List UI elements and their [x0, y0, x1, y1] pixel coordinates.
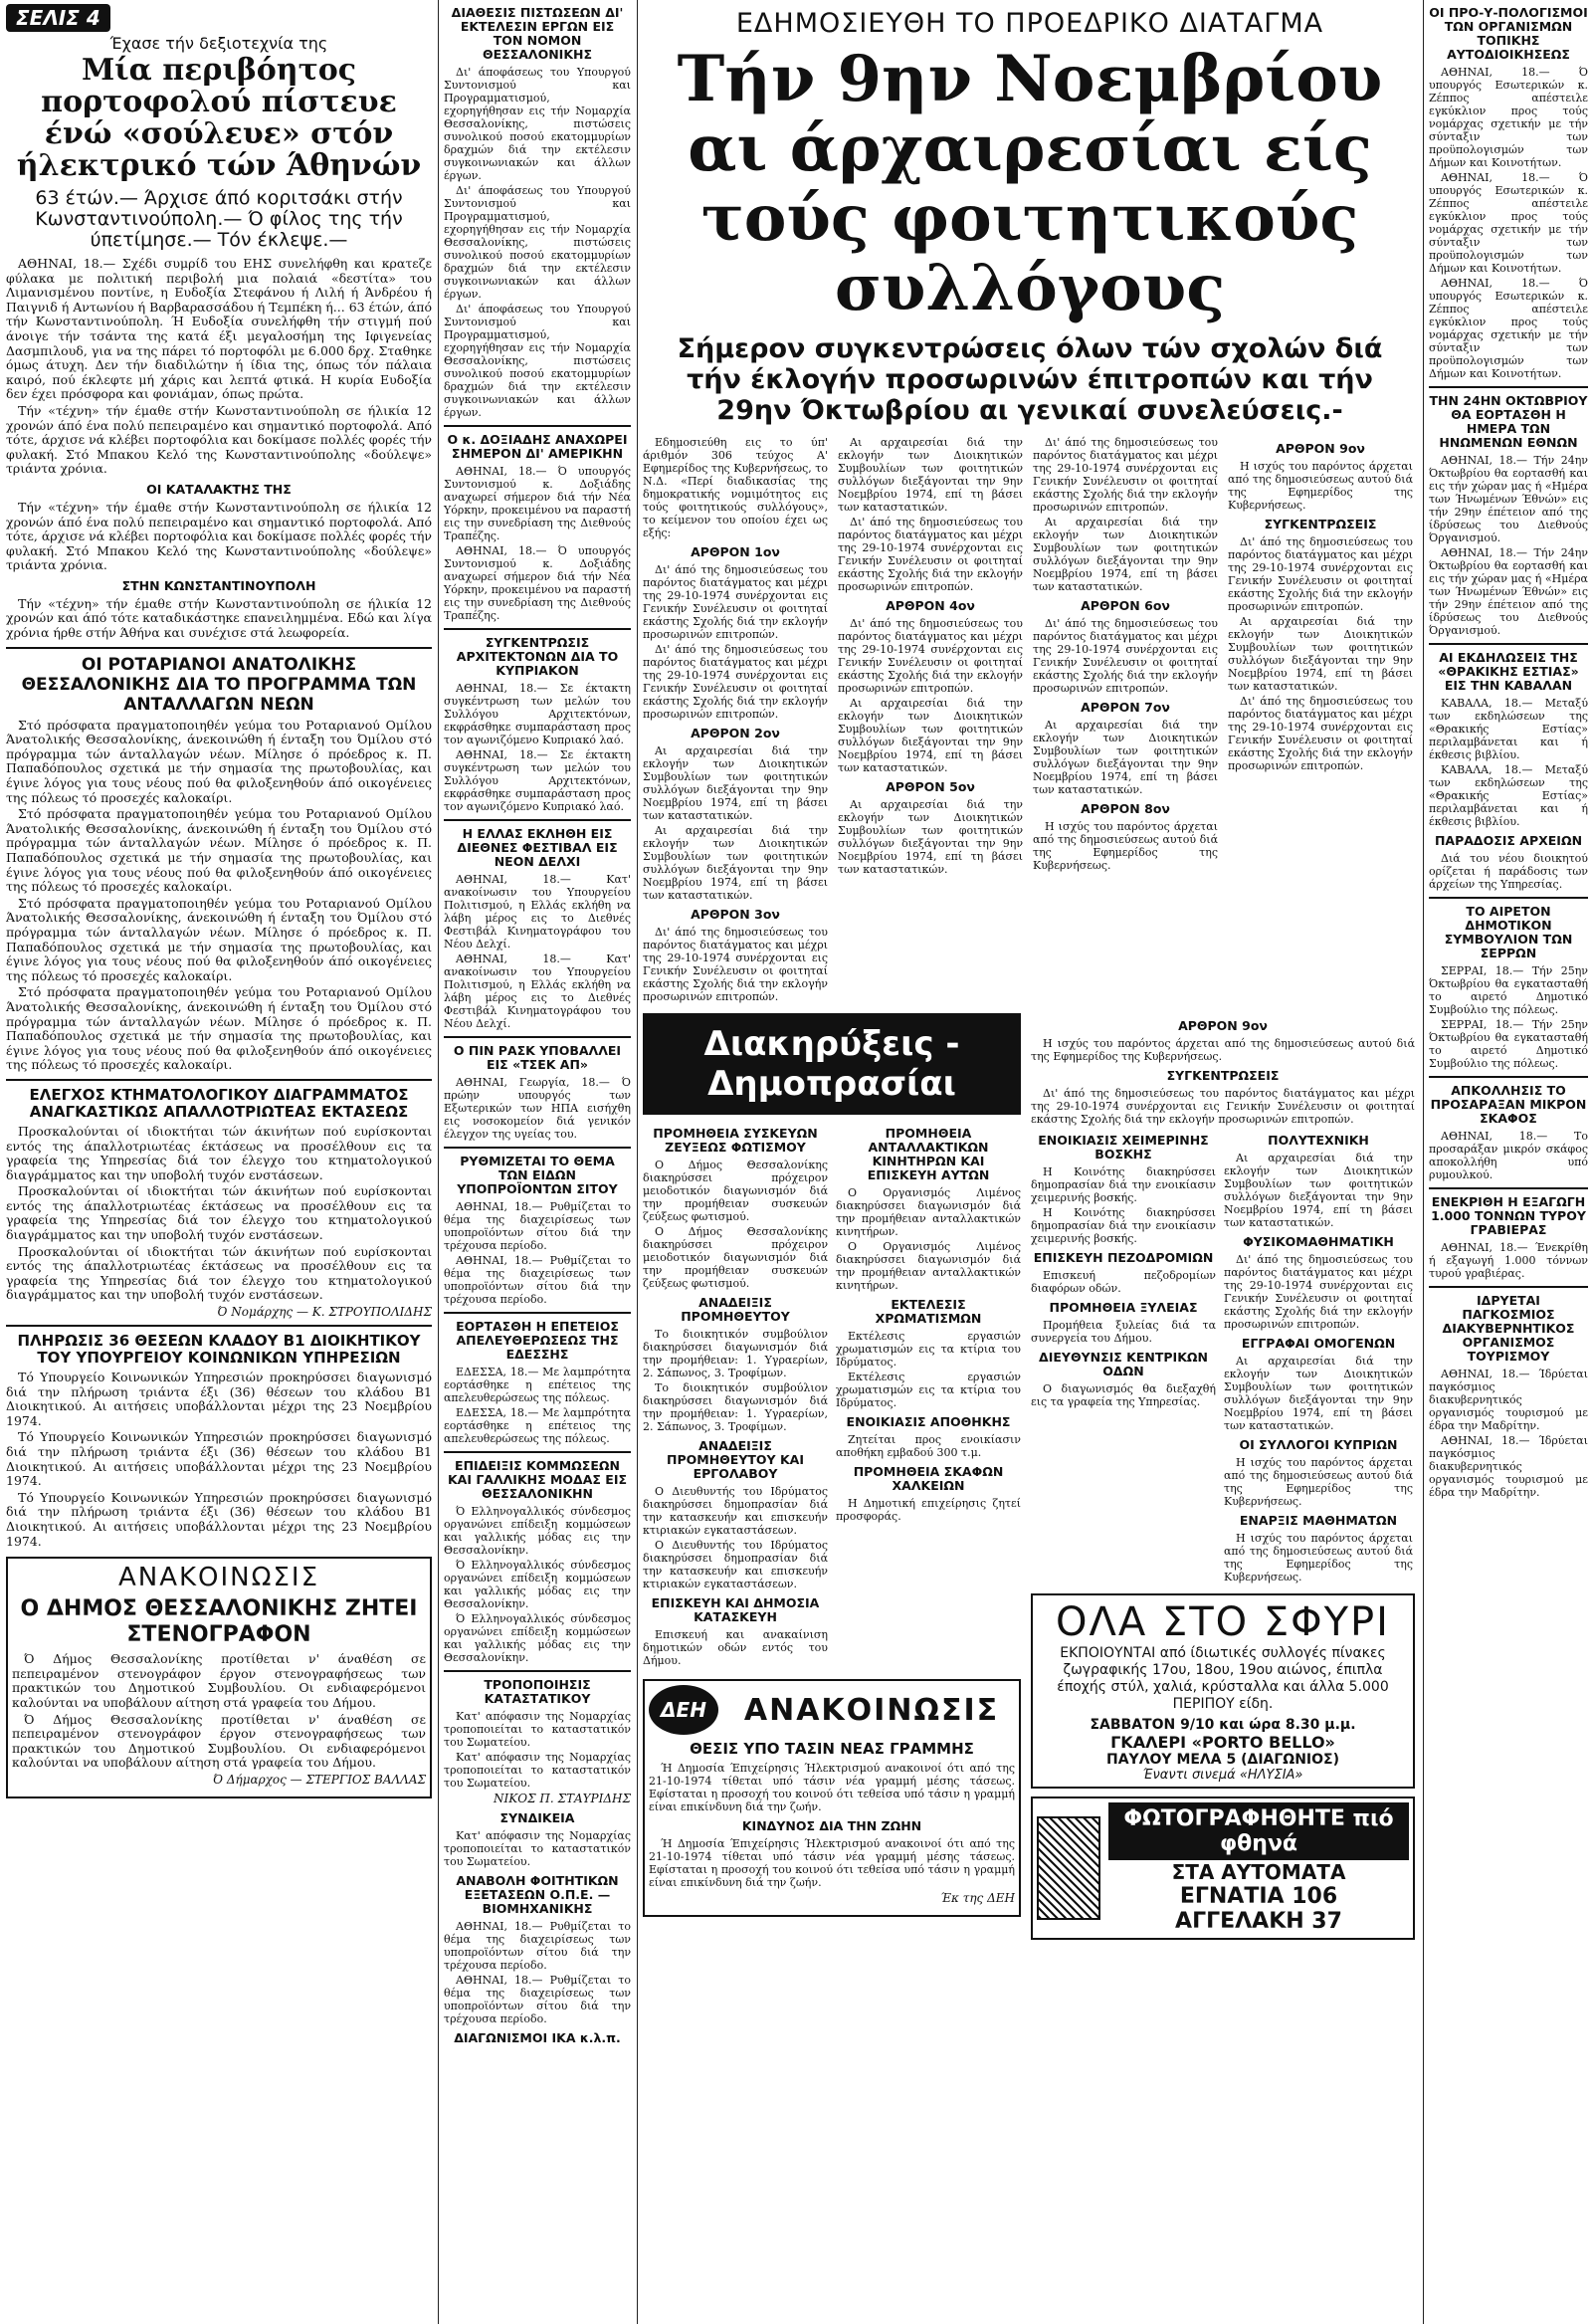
article-subheading: ΑΡΘΡΟΝ 2ον [691, 726, 780, 740]
article-headline: ΡΥΘΜΙΖΕΤΑΙ ΤΟ ΘΕΜΑ ΤΩΝ ΕΙΔΩΝ ΥΠΟΠΡΟΪΟΝΤΩΝ ΣΙΤΟΥ [457, 1154, 618, 1196]
article-headline: ΤΗΝ 24ΗΝ ΟΚΤΩΒΡΙΟΥ ΘΑ ΕΟΡΤΑΣΘΗ Η ΗΜΕΡΑ ΤΩΝ ΗΝΩΜΕΝΩΝ ΕΘΝΩΝ [1429, 393, 1588, 450]
announcement-body: Ό Δήμος Θεσσαλονίκης προτίθεται ν' άναθέση σε πεπειραμένον στενογράφον έργον στενογραφήσεως των πρακτικών του Δημοτικού Συμβουλίου. Οι ενδιαφερόμενοι καλούνται να υποβάλουν αίτηση στά γραφεία του Δήμου. [12, 1711, 426, 1771]
tender-body: Προμήθεια ξυλείας διά τα συνεργεία του Δήμου. [1031, 1319, 1216, 1345]
article-body: Δι' άπό της δημοσιεύσεως του παρόντος διατάγματος και μέχρι της 29-10-1974 συνέρχονται εις Γενικήν Συνέλευσιν οι φοιτηταί εκάστης Σχολής διά την εκλογήν προσωρινών επιτροπών. [1031, 1087, 1415, 1126]
article-kicker: Έχασε τήν δεξιοτεχνία της [109, 34, 328, 53]
tender-body: Εκτέλεσις εργασιών χρωματισμών εις τα κτίρια του Ιδρύματος. [836, 1371, 1021, 1409]
divider [444, 1670, 631, 1672]
article-subheading: ΑΡΘΡΟΝ 3ον [691, 907, 780, 922]
article-body: Αι αρχαιρεσίαι διά την εκλογήν των Διοικητικών Συμβουλίων των φοιτητικών συλλόγων διεξάγονται την 9ην Νοεμβρίου 1974, επί τη βάσει των καταστατικών. [838, 798, 1023, 876]
divider [1429, 1076, 1588, 1078]
divider [1429, 1286, 1588, 1288]
article-body: Δι' άπό της δημοσιεύσεως του παρόντος διατάγματος και μέχρι της 29-10-1974 συνέρχονται εις Γενικήν Συνέλευσιν οι φοιτηταί εκάστης Σχολής διά την εκλογήν προσωρινών επιτροπών. [1228, 535, 1413, 613]
article-body: Αι αρχαιρεσίαι διά την εκλογήν των Διοικητικών Συμβουλίων των φοιτητικών συλλόγων διεξάγονται την 9ην Νοεμβρίου 1974, επί τη βάσει των καταστατικών. [1224, 1355, 1413, 1432]
article-headline: ΟΙ ΡΟΤΑΡΙΑΝΟΙ ΑΝΑΤΟΛΙΚΗΣ ΘΕΣΣΑΛΟΝΙΚΗΣ ΔΙΑ ΤΟ ΠΡΟΓΡΑΜΜΑ ΤΩΝ ΑΝΤΑΛΛΑΓΩΝ ΝΕΩΝ [21, 654, 417, 715]
article-headline: Μία περιβόητος πορτοφολού πίστευε ένώ «σούλευε» στόν ήλεκτρικό τών Άθηνών [16, 53, 422, 183]
article-body: Αι αρχαιρεσίαι διά την εκλογήν των Διοικητικών Συμβουλίων των φοιτητικών συλλόγων διεξάγονται την 9ην Νοεμβρίου 1974, επί τη βάσει των καταστατικών. [1033, 719, 1218, 796]
announcement-body: Ό Δήμος Θεσσαλονίκης προτίθεται ν' άναθέση σε πεπειραμένον στενογράφον έργον στενογραφήσεως των πρακτικών του Δημοτικού Συμβουλίου. Οι ενδιαφερόμενοι καλούνται να υποβάλουν αίτηση στά γραφεία του Δήμου. [12, 1651, 426, 1710]
article-headline: ΕΟΡΤΑΣΘΗ Η ΕΠΕΤΕΙΟΣ ΑΠΕΛΕΥΘΕΡΩΣΕΩΣ ΤΗΣ ΕΔΕΣΣΗΣ [456, 1319, 619, 1362]
article-headline: ΑΝΑΒΟΛΗ ΦΟΙΤΗΤΙΚΩΝ ΕΞΕΤΑΣΕΩΝ Ο.Π.Ε. — ΒΙΟΜΗΧΑΝΙΚΗΣ [456, 1873, 619, 1916]
article-body: Δι' άπό της δημοσιεύσεως του παρόντος διατάγματος και μέχρι της 29-10-1974 συνέρχονται εις Γενικήν Συνέλευσιν οι φοιτηταί εκάστης Σχολής διά την εκλογήν προσωρινών επιτροπών. [1224, 1253, 1413, 1331]
article-headline: ΟΙ ΠΡΟ-Υ-ΠΟΛΟΓΙΣΜΟΙ ΤΩΝ ΟΡΓΑΝΙΣΜΩΝ ΤΟΠΙΚΗΣ ΑΥΤΟΔΙΟΙΚΗΣΕΩΣ [1429, 5, 1588, 62]
divider [6, 1325, 432, 1327]
main-col [838, 436, 1023, 1005]
article-body: Στό πρόσφατα πραγματοποιηθέν γεύμα του Ροταριανού Ομίλου Άνατολικής Θεσσαλονίκης, άνεκοινώθη ή ένταξη του Όμίλου στό πρόγραμμα τών άνταλλαγών νέων. Μίλησε ό πρόεδρος κ. Π. Παπαδόπουλος σχετικά με τήν σημασία της πρωτοβουλίας, και έγινε λόγος για τους νέους πού θα φιλοξενηθούν άπό οικογένειες της πόλεως τό προσεχές καλοκαίρι. [6, 717, 432, 805]
tenders-left-area [643, 1013, 1021, 1944]
divider [444, 1451, 631, 1453]
article-subheading: ΑΡΘΡΟΝ 9ον [1276, 441, 1365, 456]
announcement-box [6, 1557, 432, 1798]
photo-ad-line: ΣΤΑ ΑΥΤΟΜΑΤΑ [1171, 1860, 1346, 1884]
tenders-col [643, 1121, 828, 1669]
article-body: Δι' άποφάσεως του Υπουργού Συντονισμού και Προγραμματισμού, εχορηγήθησαν εις τήν Νομαρχία Θεσσαλονίκης, πιστώσεις συνολικού ποσού εκατομμυρίων δραχμών διά την εκτέλεσιν συγκοινωνιακών και άλλων έργων. [444, 66, 631, 182]
column-right [1429, 0, 1588, 1501]
article-headline: ΕΝΕΚΡΙΘΗ Η ΕΞΑΓΩΓΗ 1.000 ΤΟΝΝΩΝ ΤΥΡΟΥ ΓΡΑΒΙΕΡΑΣ [1431, 1194, 1586, 1237]
photo-ad-line: ΑΓΓΕΛΑΚΗ 37 [1175, 1909, 1342, 1934]
article-body: Αι αρχαιρεσίαι διά την εκλογήν των Διοικητικών Συμβουλίων των φοιτητικών συλλόγων διεξάγονται την 9ην Νοεμβρίου 1974, επί τη βάσει των καταστατικών. [838, 436, 1023, 514]
photo-ad-title: ΦΩΤΟΓΡΑΦΗΘΗΤΕ πιό φθηνά [1108, 1802, 1409, 1860]
auction-text: ΕΚΠΟΙΟΥΝΤΑΙ από ίδιωτικές συλλογές πίνακες ζωγραφικής 17ου, 18ου, 19ου αιώνος, έπιπλα έποχής στύλ, χαλιά, κρύσταλλα και άλλα 5.000 ΠΕΡΙΠΟΥ είδη. [1057, 1645, 1389, 1712]
article-body: Ό Ελληνογαλλικός σύνδεσμος οργανώνει επίδειξη κομμώσεων και γαλλικής μόδας εις την Θεσσαλονίκην. [444, 1505, 631, 1557]
tender-heading: ΔΙΕΥΘΥΝΣΙΣ ΚΕΝΤΡΙΚΩΝ ΟΔΩΝ [1039, 1350, 1208, 1378]
article-body: Δι' άπό της δημοσιεύσεως του παρόντος διατάγματος και μέχρι της 29-10-1974 συνέρχονται εις Γενικήν Συνέλευσιν οι φοιτηταί εκάστης Σχολής διά την εκλογήν προσωρινών επιτροπών. [1033, 617, 1218, 695]
article-body: Δι' άπό της δημοσιεύσεως του παρόντος διατάγματος και μέχρι της 29-10-1974 συνέρχονται εις Γενικήν Συνέλευσιν οι φοιτηταί εκάστης Σχολής διά την εκλογήν προσωρινών επιτροπών. [838, 516, 1023, 593]
tender-body: Το διοικητικόν συμβούλιον διακηρύσσει διαγωνισμόν διά την προμήθειαν: 1. Υγραερίων, 2. Σάπωνος, 3. Τροφίμων. [643, 1381, 828, 1433]
camera-icon [1037, 1816, 1100, 1920]
article-subheading: ΟΙ ΣΥΛΛΟΓΟΙ ΚΥΠΡΙΩΝ [1239, 1437, 1398, 1452]
tender-heading: ΕΝΟΙΚΙΑΣΙΣ ΧΕΙΜΕΡΙΝΗΣ ΒΟΣΚΗΣ [1038, 1133, 1209, 1162]
article-body: ΑΘΗΝΑΙ, 18.— Σε έκτακτη συγκέντρωση των μελών του Συλλόγου Αρχιτεκτόνων, εκφράσθηκε συμπαράσταση προς τον αγωνιζόμενο Κυπριακό λαό. [444, 682, 631, 746]
divider [1429, 643, 1588, 645]
divider [444, 1312, 631, 1314]
tender-body: Το διοικητικόν συμβούλιον διακηρύσσει διαγωνισμόν διά την προμήθειαν: 1. Υγραερίων, 2. Σάπωνος, 3. Τροφίμων. [643, 1328, 828, 1379]
article-body: ΑΘΗΝΑΙ, Γεωργία, 18.— Ό πρώην υπουργός των Εξωτερικών των ΗΠΑ εισήχθη εις νοσοκομείον διά γενικόν έλεγχον της υγείας του. [444, 1076, 631, 1141]
article-subheading: ΑΡΘΡΟΝ 6ον [1081, 598, 1170, 613]
tender-body: Η Κοινότης διακηρύσσει δημοπρασίαν διά την ενοικίασιν χειμερινής βοσκής. [1031, 1206, 1216, 1245]
article-headline: ΤΡΟΠΟΠΟΙΗΣΙΣ ΚΑΤΑΣΤΑΤΙΚΟΥ [484, 1677, 591, 1706]
article-headline: ΠΛΗΡΩΣΙΣ 36 ΘΕΣΕΩΝ ΚΛΑΔΟΥ Β1 ΔΙΟΙΚΗΤΙΚΟΥ ΤΟΥ ΥΠΟΥΡΓΕΙΟΥ ΚΟΙΝΩΝΙΚΩΝ ΥΠΗΡΕΣΙΩΝ [17, 1332, 421, 1368]
tender-body: Η Δημοτική επιχείρησις ζητεί προσφοράς. [836, 1497, 1021, 1523]
photo-ad-line: ΕΓΝΑΤΙΑ 106 [1179, 1884, 1338, 1909]
article-headline: ΔΙΑΓΩΝΙΣΜΟΙ ΙΚΑ κ.λ.π. [454, 2030, 621, 2045]
main-col [643, 436, 828, 1005]
article-body: ΑΘΗΝΑΙ, 18.— Τήν 24ην Όκτωβρίου θα εορτασθή και εις τήν χώραν μας ή «Ημέρα των Ήνωμένων Έθνών» εις τήν 29ην έπέτειον από της ίδρύσεως του Διεθνούς Όργανισμού. [1429, 546, 1588, 637]
article-body: Τήν «τέχνη» τήν έμαθε στήν Κωνσταντινούπολη σε ήλικία 12 χρονών άπό ένα πολύ πεπειραμένο και σημαντικό πορτοφολά. Από τότε, άρχισε νά κλέβει πορτοφόλια και δοκίμασε πολλές φορές τήν φυλακή. Στό Μπακου Κελό της Κωνσταντινούπολης «δούλεψε» τριάντα χρόνια. [6, 402, 432, 477]
tender-body: Ο διαγωνισμός θα διεξαχθή εις τα γραφεία της Υπηρεσίας. [1031, 1382, 1216, 1408]
deh-title: ΑΝΑΚΟΙΝΩΣΙΣ [743, 1692, 1000, 1728]
article-body: Αι αρχαιρεσίαι διά την εκλογήν των Διοικητικών Συμβουλίων των φοιτητικών συλλόγων διεξάγονται την 9ην Νοεμβρίου 1974, επί τη βάσει των καταστατικών. [643, 824, 828, 902]
article-body: Τό Υπουργείο Κοινωνικών Υπηρεσιών προκηρύσσει διαγωνισμό διά την πλήρωση τριάντα έξι (36) θέσεων του κλάδου Β1 Διοικητικού. Αι αιτήσεις υποβάλλονται μέχρι της 23 Νοεμβρίου 1974. [6, 1370, 432, 1428]
main-col [1228, 436, 1413, 1005]
article-body: Η ισχύς του παρόντος άρχεται από της δημοσιεύσεως αυτού διά της Εφημερίδος της Κυβερνήσεως. [1224, 1532, 1413, 1584]
article-body: Η ισχύς του παρόντος άρχεται από της δημοσιεύσεως αυτού διά της Εφημερίδος της Κυβερνήσεως. [1033, 820, 1218, 872]
main-kicker: ΕΔΗΜΟΣΙΕΥΘΗ ΤΟ ΠΡΟΕΔΡΙΚΟ ΔΙΑΤΑΓΜΑ [735, 8, 1324, 39]
tender-heading: ΕΠΙΣΚΕΥΗ ΚΑΙ ΔΗΜΟΣΙΑ ΚΑΤΑΣΚΕΥΗ [651, 1595, 820, 1624]
column-rule [438, 0, 439, 2324]
article-subheading: ΑΡΘΡΟΝ 1ον [691, 544, 780, 559]
article-body: Αι αρχαιρεσίαι διά την εκλογήν των Διοικητικών Συμβουλίων των φοιτητικών συλλόγων διεξάγονται την 9ην Νοεμβρίου 1974, επί τη βάσει των καταστατικών. [1224, 1152, 1413, 1229]
article-body: Κατ' απόφασιν της Νομαρχίας τροποποιείται το καταστατικόν του Σωματείου. [444, 1829, 631, 1868]
article-body: ΑΘΗΝΑΙ, 18.— Σε έκτακτη συγκέντρωση των μελών του Συλλόγου Αρχιτεκτόνων, εκφράσθηκε συμπαράσταση προς τον αγωνιζόμενο Κυπριακό λαό. [444, 748, 631, 813]
deh-logo: ΔΕΗ [649, 1685, 718, 1735]
article-body: ΣΕΡΡΑΙ, 18.— Τήν 25ην Όκτωβρίου θα εγκατασταθή το αιρετό Δημοτικό Συμβούλιο της πόλεως. [1429, 1018, 1588, 1070]
article-body: Στό πρόσφατα πραγματοποιηθέν γεύμα του Ροταριανού Ομίλου Άνατολικής Θεσσαλονίκης, άνεκοινώθη ή ένταξη του Όμίλου στό πρόγραμμα τών άνταλλαγών νέων. Μίλησε ό πρόεδρος κ. Π. Παπαδόπουλος σχετικά με τήν σημασία της πρωτοβουλίας, και έγινε λόγος για τους νέους πού θα φιλοξενηθούν άπό οικογένειες της πόλεως τό προσεχές καλοκαίρι. [6, 895, 432, 983]
main-subhead: Σήμερον συγκεντρώσεις όλων τών σχολών διά τήν έκλογήν προσωρινών έπιτροπών και τήν 29ην Όκτωβρίου αι γενικαί συνελεύσεις.- [677, 333, 1383, 426]
photo-ad [1031, 1796, 1415, 1940]
tender-heading: ΠΡΟΜΗΘΕΙΑ ΑΝΤΑΛΛΑΚΤΙΚΩΝ ΚΙΝΗΤΗΡΩΝ ΚΑΙ ΕΠΙΣΚΕΥΗ ΑΥΤΩΝ [867, 1126, 990, 1182]
article-headline: ΠΑΡΑΔΟΣΙΣ ΑΡΧΕΙΩΝ [1434, 833, 1583, 848]
divider [1429, 897, 1588, 899]
article-body: Αι αρχαιρεσίαι διά την εκλογήν των Διοικητικών Συμβουλίων των φοιτητικών συλλόγων διεξάγονται την 9ην Νοεμβρίου 1974, επί τη βάσει των καταστατικών. [1228, 615, 1413, 693]
article-body: ΑΘΗΝΑΙ, 18.— Ρυθμίζεται το θέμα της διαχειρίσεως των υποπροϊόντων σίτου διά την τρέχουσα περίοδο. [444, 1254, 631, 1306]
tender-heading: ΑΝΑΔΕΙΞΙΣ ΠΡΟΜΗΘΕΥΤΟΥ ΚΑΙ ΕΡΓΟΛΑΒΟΥ [667, 1438, 804, 1481]
tender-body: Ο Οργανισμός Λιμένος διακηρύσσει διαγωνισμόν διά την προμήθειαν ανταλλακτικών κινητήρων. [836, 1240, 1021, 1292]
article-body: Κατ' απόφασιν της Νομαρχίας τροποποιείται το καταστατικόν του Σωματείου. [444, 1751, 631, 1790]
article-body: Ό Ελληνογαλλικός σύνδεσμος οργανώνει επίδειξη κομμώσεων και γαλλικής μόδας εις την Θεσσαλονίκην. [444, 1559, 631, 1610]
divider [444, 425, 631, 427]
article-body: ΑΘΗΝΑΙ, 18.— Ίδρύεται παγκόσμιος διακυβερνητικός οργανισμός τουρισμού με έδρα την Μαδρίτην. [1429, 1368, 1588, 1432]
article-body: Δι' άπό της δημοσιεύσεως του παρόντος διατάγματος και μέχρι της 29-10-1974 συνέρχονται εις Γενικήν Συνέλευσιν οι φοιτηταί εκάστης Σχολής διά την εκλογήν προσωρινών επιτροπών. [838, 617, 1023, 695]
tender-heading: ΕΝΟΙΚΙΑΣΙΣ ΑΠΟΘΗΚΗΣ [846, 1414, 1011, 1429]
article-body: ΚΑΒΑΛΑ, 18.— Μεταξύ των εκδηλώσεων της «Θρακικής Εστίας» περιλαμβάνεται και ή έκθεσις βιβλίου. [1429, 763, 1588, 828]
article-headline: ΑΠΚΟΛΛΗΣΙΣ ΤΟ ΠΡΟΣΑΡΑΞΑΝ ΜΙΚΡΟΝ ΣΚΑΦΟΣ [1430, 1083, 1587, 1126]
tender-heading: ΕΚΤΕΛΕΣΙΣ ΧΡΩΜΑΤΙΣΜΩΝ [875, 1297, 982, 1326]
tender-body: Ο Διευθυντής του Ιδρύματος διακηρύσσει δημοπρασίαν διά την κατασκευήν και επισκευήν κτιριακών εγκαταστάσεων. [643, 1539, 828, 1590]
divider [1429, 1187, 1588, 1189]
article-headline: ΙΔΡΥΕΤΑΙ ΠΑΓΚΟΣΜΙΟΣ ΔΙΑΚΥΒΕΡΝΗΤΙΚΟΣ ΟΡΓΑΝΙΣΜΟΣ ΤΟΥΡΙΣΜΟΥ [1442, 1293, 1575, 1364]
tenders-col [1224, 1128, 1413, 1585]
article-body: Η ισχύς του παρόντος άρχεται από της δημοσιεύσεως αυτού διά της Εφημερίδος της Κυβερνήσεως. [1228, 460, 1413, 512]
main-columns [643, 436, 1417, 1005]
article-body: ΕΔΕΣΣΑ, 18.— Με λαμπρότητα εορτάσθηκε η επέτειος της απελευθερώσεως της πόλεως. [444, 1406, 631, 1445]
divider [444, 628, 631, 630]
article-headline: Ο ΠΙΝ ΡΑΣΚ ΥΠΟΒΑΛΛΕΙ ΕΙΣ «ΤΣΕΚ ΑΠ» [453, 1043, 622, 1072]
article-headline: ΕΛΕΓΧΟΣ ΚΤΗΜΑΤΟΛΟΓΙΚΟΥ ΔΙΑΓΡΑΜΜΑΤΟΣ ΑΝΑΓΚΑΣΤΙΚΩΣ ΑΠΑΛΛΟΤΡΙΩΤΕΑΣ ΕΚΤΑΣΕΩΣ [29, 1085, 409, 1121]
article-body: Αι αρχαιρεσίαι διά την εκλογήν των Διοικητικών Συμβουλίων των φοιτητικών συλλόγων διεξάγονται την 9ην Νοεμβρίου 1974, επί τη βάσει των καταστατικών. [1033, 516, 1218, 593]
divider [6, 1079, 432, 1081]
article-body: ΑΘΗΝΑΙ, 18.— Ό υπουργός Εσωτερικών κ. Ζέππος απέστειλε εγκύκλιον προς τούς νομάρχας σχετικήν με τήν σύνταξιν των προϋπολογισμών των Δήμων και Κοινοτήτων. [1429, 277, 1588, 380]
tenders-right-area [1031, 1013, 1415, 1944]
article-subheading: ΦΥΣΙΚΟΜΑΘΗΜΑΤΙΚΗ [1243, 1234, 1394, 1249]
article-body: ΚΑΒΑΛΑ, 18.— Μεταξύ των εκδηλώσεων της «Θρακικής Εστίας» περιλαμβάνεται και ή έκθεσις βιβλίου. [1429, 697, 1588, 761]
article-subheading: ΣΥΓΚΕΝΤΡΩΣΕΙΣ [1166, 1068, 1280, 1083]
article-body: ΑΘΗΝΑΙ, 18.— Ό υπουργός Συντονισμού κ. Δοξιάδης αναχωρεί σήμερον διά τήν Νέα Υόρκην, προκειμένου να παραστή εις την συνεδρίαση της Διεθνούς Τραπέζης. [444, 465, 631, 542]
signature: Ό Νομάρχης — Κ. ΣΤΡΟΥΠΟΛΙΔΗΣ [217, 1305, 432, 1320]
column-rule [1423, 0, 1424, 2324]
section-tag: ΣΕΛΙΣ 4 [6, 4, 110, 32]
signature: Ό Δήμαρχος — ΣΤΕΡΓΙΟΣ ΒΑΛΛΑΣ [213, 1772, 426, 1787]
article-body: Δι' άπό της δημοσιεύσεως του παρόντος διατάγματος και μέχρι της 29-10-1974 συνέρχονται εις Γενικήν Συνέλευσιν οι φοιτηταί εκάστης Σχολής διά την εκλογήν προσωρινών επιτροπών. [643, 563, 828, 641]
divider [444, 1147, 631, 1149]
tender-body: Ο Οργανισμός Λιμένος διακηρύσσει διαγωνισμόν διά την προμήθειαν ανταλλακτικών κινητήρων. [836, 1186, 1021, 1238]
article-body: Δι' άπό της δημοσιεύσεως του παρόντος διατάγματος και μέχρι της 29-10-1974 συνέρχονται εις Γενικήν Συνέλευσιν οι φοιτηταί εκάστης Σχολής διά την εκλογήν προσωρινών επιτροπών. [643, 926, 828, 1003]
tender-heading: ΑΝΑΔΕΙΞΙΣ ΠΡΟΜΗΘΕΥΤΟΥ [681, 1295, 790, 1324]
column-left [6, 0, 432, 1802]
divider [6, 647, 432, 649]
article-body: Στό πρόσφατα πραγματοποιηθέν γεύμα του Ροταριανού Ομίλου Άνατολικής Θεσσαλονίκης, άνεκοινώθη ή ένταξη του Όμίλου στό πρόγραμμα τών άνταλλαγών νέων. Μίλησε ό πρόεδρος κ. Π. Παπαδόπουλος σχετικά με τήν σημασία της πρωτοβουλίας, και έγινε λόγος για τους νέους πού θα φιλοξενηθούν άπό οικογένειες της πόλεως τό προσεχές καλοκαίρι. [6, 984, 432, 1073]
deh-headline: ΘΕΣΙΣ ΥΠΟ ΤΑΣΙΝ ΝΕΑΣ ΓΡΑΜΜΗΣ [690, 1740, 974, 1758]
signature: Έκ της ΔΕΗ [940, 1891, 1015, 1905]
article-body: Ό Ελληνογαλλικός σύνδεσμος οργανώνει επίδειξη κομμώσεων και γαλλικής μόδας εις την Θεσσαλονίκην. [444, 1612, 631, 1664]
main-col [1033, 436, 1218, 1005]
article-body: ΑΘΗΝΑΙ, 18.— Ίδρύεται παγκόσμιος διακυβερνητικός οργανισμός τουρισμού με έδρα την Μαδρίτην. [1429, 1434, 1588, 1499]
tenders-col [836, 1121, 1021, 1669]
tenders-banner: Διακηρύξεις - Δημοπρασίαι [643, 1013, 1021, 1115]
article-body: Προσκαλούνται οί ιδιοκτήται τών άκινήτων πού ευρίσκονται εντός της άπαλλοτριωτέας έκτάσεως να προσέλθουν εις τα γραφεία της Υπηρεσίας διά τον έλεγχο του κτηματολογικού διαγράμματος και την υποβολή τυχόν ενστάσεων. [6, 1243, 432, 1303]
tender-heading: ΠΡΟΜΗΘΕΙΑ ΣΥΣΚΕΥΩΝ ΖΕΥΞΕΩΣ ΦΩΤΙΣΜΟΥ [653, 1126, 818, 1155]
article-subheading: ΑΡΘΡΟΝ 8ον [1081, 801, 1170, 816]
divider [444, 1036, 631, 1038]
auction-address: ΠΑΥΛΟΥ ΜΕΛΑ 5 (ΔΙΑΓΩΝΙΟΣ) [1106, 1752, 1339, 1768]
article-body: ΑΘΗΝΑΙ, 18.— Κατ' ανακοίνωσιν του Υπουργείου Πολιτισμού, η Ελλάς εκλήθη να λάβη μέρος εις το Διεθνές Φεστιβάλ Κινηματογράφου του Νέου Δελχί. [444, 873, 631, 951]
announcement-title: ΑΝΑΚΟΙΝΩΣΙΣ [117, 1563, 320, 1593]
article-body: Κατ' απόφασιν της Νομαρχίας τροποποιείται το καταστατικόν του Σωματείου. [444, 1710, 631, 1749]
article-body: Προσκαλούνται οί ιδιοκτήται τών άκινήτων πού ευρίσκονται εντός της άπαλλοτριωτέας έκτάσεως να προσέλθουν εις τα γραφεία της Υπηρεσίας διά τον έλεγχο του κτηματολογικού διαγράμματος και την υποβολή τυχόν ενστάσεων. [6, 1123, 432, 1182]
article-subheading: ΑΡΘΡΟΝ 4ον [886, 598, 975, 613]
article-subheading: ΑΡΘΡΟΝ 9ον [1178, 1018, 1268, 1033]
article-headline: ΤΟ ΑΙΡΕΤΟΝ ΔΗΜΟΤΙΚΟΝ ΣΥΜΒΟΥΛΙΟΝ ΤΩΝ ΣΕΡΡΩΝ [1444, 904, 1573, 960]
deh-body: Ή Δημοσία Έπιχείρησις Ήλεκτρισμού ανακοινοί ότι από της 21-10-1974 τίθεται υπό τάσιν νέα γραμμή μέσης τάσεως. Εφίσταται η προσοχή του κοινού ότι τεθείσα υπό τάσιν η γραμμή είναι επικίνδυνη διά την ζωήν. [649, 1837, 1015, 1889]
article-body: Η ισχύς του παρόντος άρχεται από της δημοσιεύσεως αυτού διά της Εφημερίδος της Κυβερνήσεως. [1031, 1037, 1415, 1063]
article-body: Δι' άπό της δημοσιεύσεως του παρόντος διατάγματος και μέχρι της 29-10-1974 συνέρχονται εις Γενικήν Συνέλευσιν οι φοιτηταί εκάστης Σχολής διά την εκλογήν προσωρινών επιτροπών. [1228, 695, 1413, 772]
auction-date: ΣΑΒΒΑΤΟΝ 9/10 και ώρα 8.30 μ.μ. [1090, 1717, 1356, 1733]
article-body: ΕΔΕΣΣΑ, 18.— Με λαμπρότητα εορτάσθηκε η επέτειος της απελευθερώσεως της πόλεως. [444, 1366, 631, 1404]
article-body: ΑΘΗΝΑΙ, 18.— Το προσαράξαν μικρόν σκάφος αποκολλήθη υπό ρυμουλκού. [1429, 1130, 1588, 1181]
tender-body: Επισκευή πεζοδρομίων διαφόρων οδών. [1031, 1269, 1216, 1295]
article-body: ΑΘΗΝΑΙ, 18.— Σχέδι συμρίδ του ΕΗΣ συνελήφθη και κρατεζε φύλακα με πολιτική περιβολή μια πολαιά «δεστίτα» του Λιμανισμένου ποντίνε, η Ευδοξία Στεφάνου ή Λιλή ή Άνδρέου ή Παιγνιδ ή Αντωνίου ή Βαρβαρασσάδου ή Τεμπέκη ή... 63 έτών, άπό τήν Κωνσταντινούπολη. Ή Ευδοξία συνελήφθη τήν στιγμή πού άνοιγε τήν τσάντα της κατά έξι μεγαλοσήμη της Ιφιγενείας Δασμπιλουδ, για να της πάρει τό πορτοφόλι με 6.000 δρχ. Σταθηκε όμως άτυχη. Δεν τήν διαδιλώτην ή ίδια της, όπως τόν πάλαια καιρό, πού έκλεφτε μή χάρις και λεπτά φτικά. Η κυρία Ευδοξία δεν έχει πρόσφορα και φονιάμαν, όπως πρώτα. [6, 256, 432, 402]
article-subheading: ΑΡΘΡΟΝ 5ον [886, 779, 975, 794]
divider [444, 819, 631, 821]
article-subhead: 63 έτών.— Άρχισε άπό κοριτσάκι στήν Κωνσταντινούπολη.— Ό φίλος της τήν ύπετίμησε.— Τόν έκλεψε.— [35, 187, 403, 251]
tender-body: Ζητείται προς ενοικίασιν αποθήκη εμβαδού 300 τ.μ. [836, 1433, 1021, 1459]
article-body: ΣΕΡΡΑΙ, 18.— Τήν 25ην Όκτωβρίου θα εγκατασταθή το αιρετό Δημοτικό Συμβούλιο της πόλεως. [1429, 964, 1588, 1016]
deh-announcement-box [643, 1679, 1021, 1917]
article-body: ΑΘΗΝΑΙ, 18.— Ρυθμίζεται το θέμα της διαχειρίσεως των υποπροϊόντων σίτου διά την τρέχουσα περίοδο. [444, 1974, 631, 2025]
article-headline: ΔΙΑΘΕΣΙΣ ΠΙΣΤΩΣΕΩΝ ΔΙ' ΕΚΤΕΛΕΣΙΝ ΕΡΓΩΝ ΕΙΣ ΤΟΝ ΝΟΜΟΝ ΘΕΣΣΑΛΟΝΙΚΗΣ [451, 5, 624, 62]
article-body: ΑΘΗΝΑΙ, 18.— Τήν 24ην Όκτωβρίου θα εορτασθή και εις τήν χώραν μας ή «Ημέρα των Ήνωμένων Έθνών» εις τήν 29ην έπέτειον από της ίδρύσεως του Διεθνούς Όργανισμού. [1429, 454, 1588, 544]
tender-body: Ο Δήμος Θεσσαλονίκης διακηρύσσει πρόχειρον μειοδοτικόν διαγωνισμόν διά την προμήθειαν συσκευών ζεύξεως φωτισμού. [643, 1159, 828, 1223]
article-subheading: ΣΤΗΝ ΚΩΝΣΤΑΝΤΙΝΟΥΠΟΛΗ [121, 577, 316, 593]
article-body: Αι αρχαιρεσίαι διά την εκλογήν των Διοικητικών Συμβουλίων των φοιτητικών συλλόγων διεξάγονται την 9ην Νοεμβρίου 1974, επί τη βάσει των καταστατικών. [643, 744, 828, 822]
article-body: ΑΘΗΝΑΙ, 18.— Ό υπουργός Εσωτερικών κ. Ζέππος απέστειλε εγκύκλιον προς τούς νομάρχας σχετικήν με τήν σύνταξιν των προϋπολογισμών των Δήμων και Κοινοτήτων. [1429, 66, 1588, 169]
tender-body: Εκτέλεσις εργασιών χρωματισμών εις τα κτίρια του Ιδρύματος. [836, 1330, 1021, 1369]
article-subheading: ΕΝΑΡΞΙΣ ΜΑΘΗΜΑΤΩΝ [1239, 1513, 1398, 1528]
column-second [444, 0, 631, 2049]
auction-gallery: ΓΚΑΛΕΡΙ «PORTO BELLO» [1110, 1733, 1335, 1752]
main-story [643, 0, 1417, 1944]
tender-body: Ο Δήμος Θεσσαλονίκης διακηρύσσει πρόχειρον μειοδοτικόν διαγωνισμόν διά την προμήθειαν συσκευών ζεύξεως φωτισμού. [643, 1225, 828, 1290]
article-body: Δι' άπό της δημοσιεύσεως του παρόντος διατάγματος και μέχρι της 29-10-1974 συνέρχονται εις Γενικήν Συνέλευσιν οι φοιτηταί εκάστης Σχολής διά την εκλογήν προσωρινών επιτροπών. [643, 643, 828, 721]
article-headline: ΣΥΝΔΙΚΕΙΑ [499, 1810, 575, 1825]
article-headline: Ο κ. ΔΟΞΙΑΔΗΣ ΑΝΑΧΩΡΕΙ ΣΗΜΕΡΟΝ ΔΙ' ΑΜΕΡΙΚΗΝ [447, 432, 628, 461]
article-body: ΑΘΗΝΑΙ, 18.— Ένεκρίθη ή εξαγωγή 1.000 τόννων τυρού γραβιέρας. [1429, 1241, 1588, 1280]
tender-heading: ΕΠΙΣΚΕΥΗ ΠΕΖΟΔΡΟΜΙΩΝ [1033, 1250, 1214, 1265]
column-rule [637, 0, 638, 2324]
article-body: Τήν «τέχνη» τήν έμαθε στήν Κωνσταντινούπολη σε ήλικία 12 χρονών και άπό τότε καταδικάστηκε επανειλημμένα. Εδώ και λίγα χρόνια ήρθε στήν Άθήνα και συνέχισε στά λεωφορεία. [6, 595, 432, 641]
article-body: Η ισχύς του παρόντος άρχεται από της δημοσιεύσεως αυτού διά της Εφημερίδος της Κυβερνήσεως. [1224, 1456, 1413, 1508]
article-body: Προσκαλούνται οί ιδιοκτήται τών άκινήτων πού ευρίσκονται εντός της άπαλλοτριωτέας έκτάσεως να προσέλθουν εις τα γραφεία της Υπηρεσίας διά τον έλεγχο του κτηματολογικού διαγράμματος και την υποβολή τυχόν ενστάσεων. [6, 1183, 432, 1243]
article-body: Τό Υπουργείο Κοινωνικών Υπηρεσιών προκηρύσσει διαγωνισμό διά την πλήρωση τριάντα έξι (36) θέσεων του κλάδου Β1 Διοικητικού. Αι αιτήσεις υποβάλλονται μέχρι της 23 Νοεμβρίου 1974. [6, 1429, 432, 1489]
article-body: Δι' άποφάσεως του Υπουργού Συντονισμού και Προγραμματισμού, εχορηγήθησαν εις τήν Νομαρχία Θεσσαλονίκης, πιστώσεις συνολικού ποσού εκατομμυρίων δραχμών διά την εκτέλεσιν συγκοινωνιακών και άλλων έργων. [444, 184, 631, 301]
article-body: ΑΘΗΝΑΙ, 18.— Ρυθμίζεται το θέμα της διαχειρίσεως των υποπροϊόντων σίτου διά την τρέχουσα περίοδο. [444, 1920, 631, 1972]
article-body: Τήν «τέχνη» τήν έμαθε στήν Κωνσταντινούπολη σε ήλικία 12 χρονών άπό ένα πολύ πεπειραμένο και σημαντικό πορτοφολά. Από τότε, άρχισε νά κλέβει πορτοφόλια και δοκίμασε πολλές φορές τήν φυλακή. Στό Μπακου Κελό της Κωνσταντινούπολης «δούλεψε» τριάντα χρόνια. [6, 499, 432, 573]
article-body: ΑΘΗΝΑΙ, 18.— Κατ' ανακοίνωσιν του Υπουργείου Πολιτισμού, η Ελλάς εκλήθη να λάβη μέρος εις το Διεθνές Φεστιβάλ Κινηματογράφου του Νέου Δελχί. [444, 952, 631, 1030]
article-subheading: ΟΙ ΚΑΤΑΛΑΚΤΗΣ ΤΗΣ [146, 481, 292, 497]
article-body: Τό Υπουργείο Κοινωνικών Υπηρεσιών προκηρύσσει διαγωνισμό διά την πλήρωση τριάντα έξι (36) θέσεων του κλάδου Β1 Διοικητικού. Αι αιτήσεις υποβάλλονται μέχρι της 23 Νοεμβρίου 1974. [6, 1489, 432, 1549]
tender-heading: ΠΡΟΜΗΘΕΙΑ ΞΥΛΕΙΑΣ [1049, 1300, 1198, 1315]
auction-landmark: Έναντι σινεμά «ΗΛΥΣΙΑ» [1142, 1768, 1303, 1783]
article-headline: ΕΠΙΔΕΙΞΙΣ ΚΟΜΜΩΣΕΩΝ ΚΑΙ ΓΑΛΛΙΚΗΣ ΜΟΔΑΣ ΕΙΣ ΘΕΣΣΑΛΟΝΙΚΗΝ [447, 1458, 628, 1501]
article-body: ΑΘΗΝΑΙ, 18.— Ρυθμίζεται το θέμα της διαχειρίσεως των υποπροϊόντων σίτου διά την τρέχουσα περίοδο. [444, 1200, 631, 1252]
auction-ad [1031, 1593, 1415, 1789]
deh-body: Ή Δημοσία Έπιχείρησις Ήλεκτρισμού ανακοινοί ότι από της 21-10-1974 τίθεται υπό τάσιν νέα γραμμή μέσης τάσεως. Εφίσταται η προσοχή του κοινού ότι τεθείσα υπό τάσιν η γραμμή είναι επικίνδυνη διά την ζωήν. [649, 1762, 1015, 1813]
article-subheading: ΠΟΛΥΤΕΧΝΙΚΗ [1268, 1133, 1369, 1148]
divider [1429, 386, 1588, 388]
article-subheading: ΕΓΓΡΑΦΑΙ ΟΜΟΓΕΝΩΝ [1241, 1336, 1396, 1351]
signature: ΝΙΚΟΣ Π. ΣΤΑΥΡΙΔΗΣ [494, 1792, 631, 1805]
article-body: Δι' άπό της δημοσιεύσεως του παρόντος διατάγματος και μέχρι της 29-10-1974 συνέρχονται εις Γενικήν Συνέλευσιν οι φοιτηταί εκάστης Σχολής διά την εκλογήν προσωρινών επιτροπών. [1033, 436, 1218, 514]
main-headline: Τήν 9ην Νοεμβρίου αι άρχαιρεσίαι είς τούς φοιτητικούς συλλόγους [677, 42, 1383, 325]
tender-heading: ΠΡΟΜΗΘΕΙΑ ΣΚΑΦΩΝ ΧΑΛΚΕΙΩΝ [853, 1464, 1004, 1493]
deh-warning: ΚΙΝΔΥΝΟΣ ΔΙΑ ΤΗΝ ΖΩΗΝ [741, 1818, 922, 1833]
tenders-col [1031, 1128, 1216, 1585]
article-body: Εδημοσιεύθη εις το ύπ' άριθμόν 306 τεύχος Α' Εφημερίδος της Κυβερνήσεως, το Ν.Δ. «Περί διαδικασίας της δημοκρατικής νομιμότητος εις τούς φοιτητικούς συλλόγους», το κείμενον του οποίου έχει ως εξής: [643, 436, 828, 539]
tender-body: Ο Διευθυντής του Ιδρύματος διακηρύσσει δημοπρασίαν διά την κατασκευήν και επισκευήν κτιριακών εγκαταστάσεων. [643, 1485, 828, 1537]
article-body: Αι αρχαιρεσίαι διά την εκλογήν των Διοικητικών Συμβουλίων των φοιτητικών συλλόγων διεξάγονται την 9ην Νοεμβρίου 1974, επί τη βάσει των καταστατικών. [838, 697, 1023, 774]
article-body: ΑΘΗΝΑΙ, 18.— Ό υπουργός Εσωτερικών κ. Ζέππος απέστειλε εγκύκλιον προς τούς νομάρχας σχετικήν με τήν σύνταξιν των προϋπολογισμών των Δήμων και Κοινοτήτων. [1429, 171, 1588, 275]
article-subheading: ΣΥΓΚΕΝΤΡΩΣΕΙΣ [1264, 517, 1377, 531]
auction-title: ΟΛΑ ΣΤΟ ΣΦΥΡΙ [1056, 1599, 1390, 1645]
announcement-headline: Ο ΔΗΜΟΣ ΘΕΣΣΑΛΟΝΙΚΗΣ ΖΗΤΕΙ ΣΤΕΝΟΓΡΑΦΟΝ [20, 1596, 418, 1648]
article-headline: ΣΥΓΚΕΝΤΡΩΣΙΣ ΑΡΧΙΤΕΚΤΟΝΩΝ ΔΙΑ ΤΟ ΚΥΠΡΙΑΚΟΝ [456, 635, 619, 678]
article-body: Στό πρόσφατα πραγματοποιηθέν γεύμα του Ροταριανού Ομίλου Άνατολικής Θεσσαλονίκης, άνεκοινώθη ή ένταξη του Όμίλου στό πρόγραμμα τών άνταλλαγών νέων. Μίλησε ό πρόεδρος κ. Π. Παπαδόπουλος σχετικά με τήν σημασία της πρωτοβουλίας, και έγινε λόγος για τους νέους πού θα φιλοξενηθούν άπό οικογένειες της πόλεως τό προσεχές καλοκαίρι. [6, 806, 432, 895]
article-body: Δι' άποφάσεως του Υπουργού Συντονισμού και Προγραμματισμού, εχορηγήθησαν εις τήν Νομαρχία Θεσσαλονίκης, πιστώσεις συνολικού ποσού εκατομμυρίων δραχμών διά την εκτέλεσιν συγκοινωνιακών και άλλων έργων. [444, 303, 631, 419]
article-headline: ΑΙ ΕΚΔΗΛΩΣΕΙΣ ΤΗΣ «ΘΡΑΚΙΚΗΣ ΕΣΤΙΑΣ» ΕΙΣ ΤΗΝ ΚΑΒΑΛΑΝ [1438, 650, 1579, 693]
tender-body: Επισκευή και ανακαίνιση δημοτικών οδών εντός του Δήμου. [643, 1628, 828, 1667]
article-headline: Η ΕΛΛΑΣ ΕΚΛΗΘΗ ΕΙΣ ΔΙΕΘΝΕΣ ΦΕΣΤΙΒΑΛ ΕΙΣ ΝΕΟΝ ΔΕΛΧΙ [457, 826, 618, 869]
tender-body: Η Κοινότης διακηρύσσει δημοπρασίαν διά την ενοικίασιν χειμερινής βοσκής. [1031, 1165, 1216, 1204]
article-body: ΑΘΗΝΑΙ, 18.— Ό υπουργός Συντονισμού κ. Δοξιάδης αναχωρεί σήμερον διά τήν Νέα Υόρκην, προκειμένου να παραστή εις την συνεδρίαση της Διεθνούς Τραπέζης. [444, 544, 631, 622]
article-subheading: ΑΡΘΡΟΝ 7ον [1081, 700, 1170, 715]
article-body: Διά του νέου διοικητού ορίζεται ή παράδοσις των άρχείων της Υπηρεσίας. [1429, 852, 1588, 891]
